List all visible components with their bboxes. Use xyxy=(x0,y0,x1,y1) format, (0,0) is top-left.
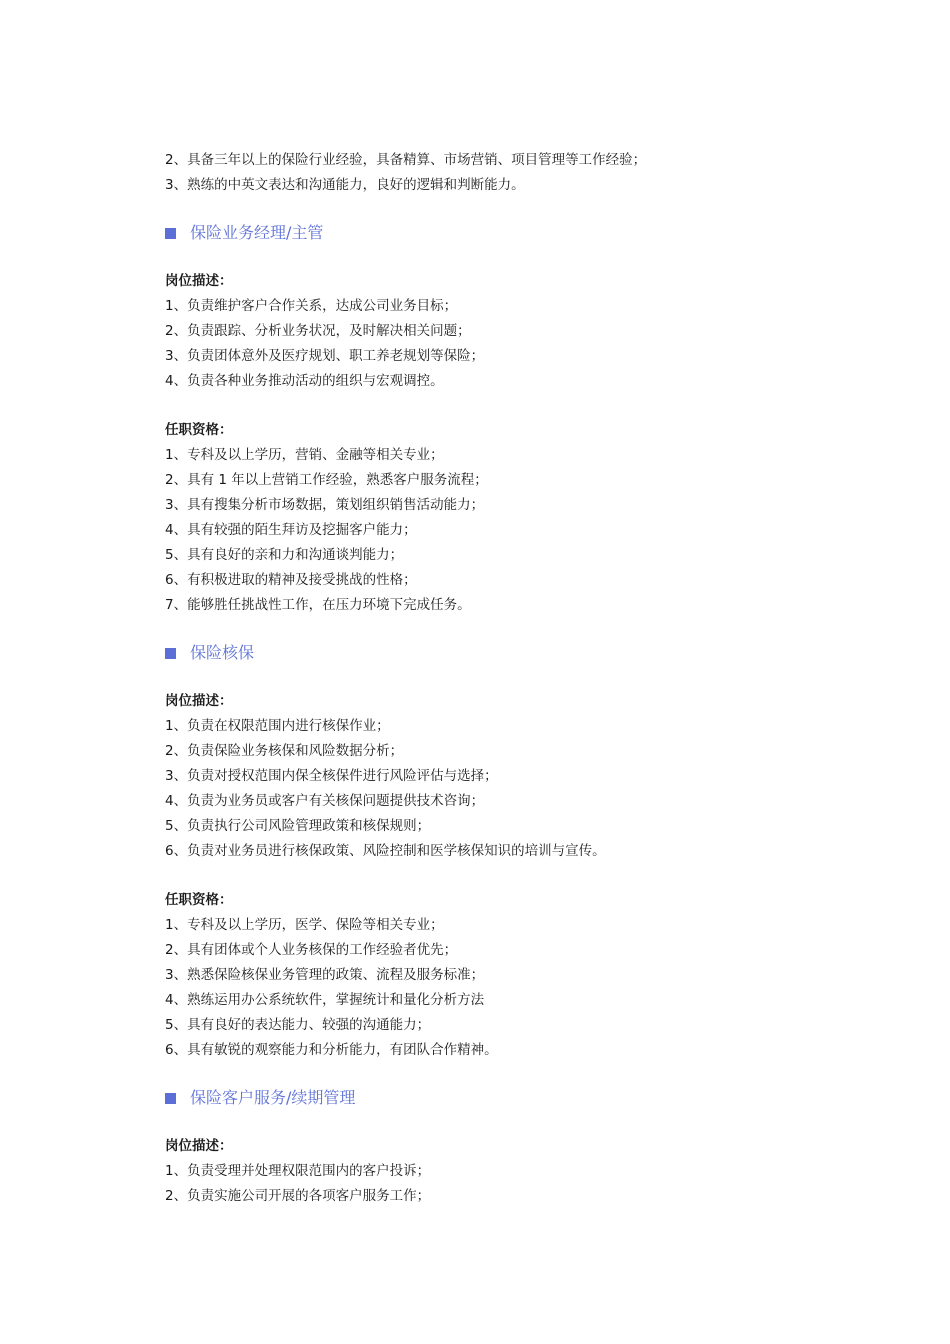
req-item: 1、专科及以上学历，医学、保险等相关专业； xyxy=(165,917,444,933)
req-item: 2、具有 1 年以上营销工作经验，熟悉客户服务流程； xyxy=(165,472,488,488)
desc-item: 5、负责执行公司风险管理政策和核保规则； xyxy=(165,818,431,834)
req-item: 4、熟练运用办公系统软件，掌握统计和量化分析方法 xyxy=(165,992,485,1008)
req-item: 3、熟悉保险核保业务管理的政策、流程及服务标准； xyxy=(165,967,485,983)
req-heading: 任职资格： xyxy=(165,892,233,908)
square-bullet-icon xyxy=(165,228,176,239)
section-title-text: 保险业务经理/主管 xyxy=(190,223,324,242)
desc-item: 1、负责在权限范围内进行核保作业； xyxy=(165,718,390,734)
square-bullet-icon xyxy=(165,1093,176,1104)
desc-item: 1、负责维护客户合作关系，达成公司业务目标； xyxy=(165,298,458,314)
square-bullet-icon xyxy=(165,648,176,659)
req-item: 4、具有较强的陌生拜访及挖掘客户能力； xyxy=(165,522,417,538)
req-item: 6、具有敏锐的观察能力和分析能力，有团队合作精神。 xyxy=(165,1042,498,1058)
section-title-text: 保险客户服务/续期管理 xyxy=(190,1088,356,1107)
desc-item: 2、负责保险业务核保和风险数据分析； xyxy=(165,743,404,759)
desc-item: 2、负责实施公司开展的各项客户服务工作； xyxy=(165,1188,431,1204)
desc-item: 4、负责各种业务推动活动的组织与宏观调控。 xyxy=(165,373,444,389)
req-item: 2、具有团体或个人业务核保的工作经验者优先； xyxy=(165,942,458,958)
req-item: 5、具有良好的亲和力和沟通谈判能力； xyxy=(165,547,404,563)
desc-item: 1、负责受理并处理权限范围内的客户投诉； xyxy=(165,1163,431,1179)
req-item: 1、专科及以上学历，营销、金融等相关专业； xyxy=(165,447,444,463)
section-title-text: 保险核保 xyxy=(190,643,255,662)
intro-line: 3、熟练的中英文表达和沟通能力，良好的逻辑和判断能力。 xyxy=(165,177,525,193)
req-item: 5、具有良好的表达能力、较强的沟通能力； xyxy=(165,1017,431,1033)
section-title-underwriting xyxy=(165,641,885,665)
desc-item: 3、负责对授权范围内保全核保件进行风险评估与选择； xyxy=(165,768,498,784)
desc-heading: 岗位描述： xyxy=(165,693,233,709)
desc-item: 4、负责为业务员或客户有关核保问题提供技术咨询； xyxy=(165,793,485,809)
section-title-customer-service xyxy=(165,1086,885,1110)
content-column xyxy=(165,148,885,1209)
req-item: 3、具有搜集分析市场数据，策划组织销售活动能力； xyxy=(165,497,485,513)
desc-heading: 岗位描述： xyxy=(165,1138,233,1154)
req-item: 6、有积极进取的精神及接受挑战的性格； xyxy=(165,572,417,588)
desc-item: 6、负责对业务员进行核保政策、风险控制和医学核保知识的培训与宣传。 xyxy=(165,843,606,859)
intro-line: 2、具备三年以上的保险行业经验，具备精算、市场营销、项目管理等工作经验； xyxy=(165,152,647,168)
req-heading: 任职资格： xyxy=(165,422,233,438)
desc-item: 2、负责跟踪、分析业务状况，及时解决相关问题； xyxy=(165,323,471,339)
section-title-business-manager xyxy=(165,221,885,245)
desc-heading: 岗位描述： xyxy=(165,273,233,289)
req-item: 7、能够胜任挑战性工作，在压力环境下完成任务。 xyxy=(165,597,471,613)
desc-item: 3、负责团体意外及医疗规划、职工养老规划等保险； xyxy=(165,348,485,364)
